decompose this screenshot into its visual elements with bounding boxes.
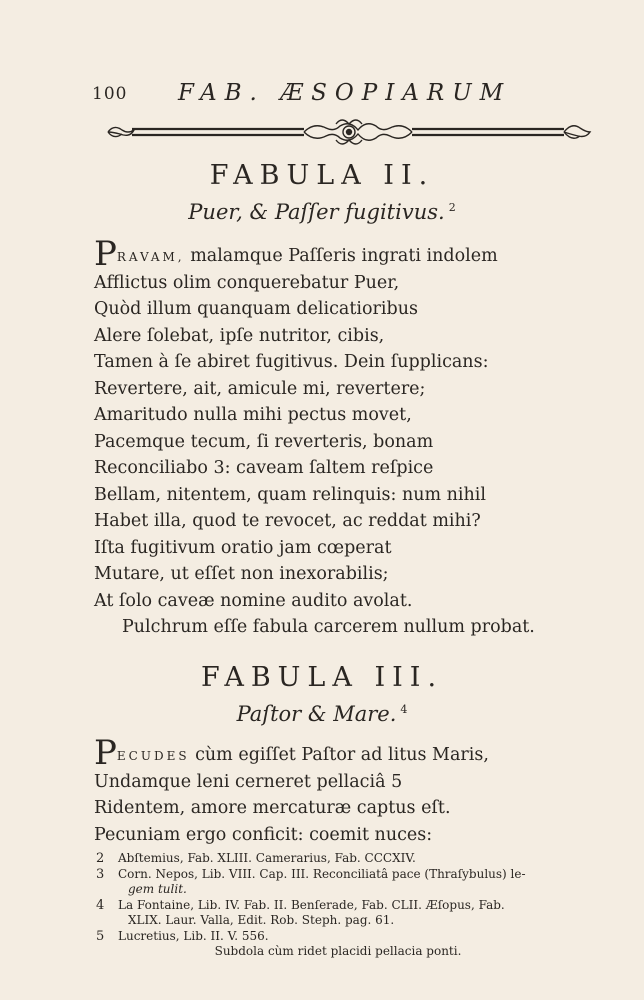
fable-2-title: FABULA II. (209, 160, 435, 191)
footnote (96, 928, 588, 945)
verse-line: Pecuniam ergo conficit: coemit nuces: (94, 824, 433, 845)
footnote-number: 2 (96, 851, 105, 866)
footnote-number: 5 (96, 928, 105, 944)
drop-cap: P (94, 733, 117, 773)
footnote-text: Abſtemius, Fab. XLIII. Camerarius, Fab. CCCXIV. (118, 851, 416, 865)
fable-3-title: FABULA III. (200, 662, 444, 693)
footnote-continuation: XLIX. Laur. Valla, Edit. Rob. Steph. pag. 61. (128, 913, 395, 927)
footnote-continuation: gem tulit. (128, 882, 187, 896)
verse-line: Amaritudo nulla mihi pectus movet, (94, 405, 412, 425)
verse-line: Afflictus olim conquerebatur Puer, (94, 272, 400, 293)
verse-line: Habet illa, quod te revocet, ac reddat mihi? (94, 511, 481, 531)
footnote (96, 897, 588, 914)
fable-2-verse (94, 234, 564, 641)
verse-line-text: malamque Paſſeris ingrati indolem (184, 246, 498, 266)
footnote-text: Lucretius, Lib. II. V. 556. (118, 928, 269, 943)
verse-line: Quòd illum quanquam delicatioribus (94, 299, 418, 319)
drop-cap: P (94, 234, 117, 274)
running-title: FAB. ÆSOPIARUM (178, 80, 512, 106)
verse-line-moral: Pulchrum eſſe fabula carcerem nullum probat. (122, 617, 535, 637)
verse-line (94, 234, 564, 274)
footnote (96, 851, 588, 867)
verse-line: Bellam, nitentem, quam relinquis: num nihil (94, 484, 486, 505)
fable-2-subtitle-text: Puer, & Paſſer fugitivus. (188, 200, 445, 224)
small-caps-word: RAVAM, (116, 250, 185, 264)
verse-line: Revertere, ait, amicule mi, revertere; (94, 378, 426, 399)
footnote-text: Corn. Nepos, Lib. VIII. Cap. III. Reconciliatâ pace (Thraſybulus) le- (118, 866, 526, 881)
footnotes (96, 851, 588, 960)
verse-line: Iſta fugitivum oratio jam cœperat (94, 537, 392, 558)
floral-ornament-icon (104, 114, 594, 150)
verse-line: Undamque leni cerneret pellaciâ 5 (94, 771, 403, 792)
footnote-number: 3 (96, 866, 105, 882)
small-caps-word: ECUDES (116, 749, 190, 763)
page-number: 100 (92, 84, 128, 104)
verse-line: Reconciliabo 3: caveam ſaltem reſpice (94, 458, 434, 478)
fable-2-subtitle (0, 200, 644, 224)
footnote (96, 866, 588, 883)
footnote-number: 4 (96, 897, 105, 913)
verse-line: Tamen à ſe abiret fugitivus. Dein ſupplicans: (94, 352, 489, 372)
verse-line (94, 733, 564, 773)
fable-3-note-ref: 4 (400, 703, 408, 716)
fable-3-subtitle-text: Paſtor & Mare. (236, 702, 397, 726)
verse-line: At ſolo caveæ nomine audito avolat. (94, 590, 413, 611)
verse-line: Mutare, ut eſſet non inexorabilis; (94, 564, 389, 584)
verse-line: Ridentem, amore mercaturæ captus eſt. (94, 798, 451, 818)
verse-line: Alere ſolebat, ipſe nutritor, cibis, (94, 325, 385, 346)
verse-line-text: cùm egiſſet Paſtor ad litus Maris, (189, 745, 489, 765)
footnote-quotation: Subdola cùm ridet placidi pellacia ponti. (214, 944, 462, 958)
running-header (92, 80, 562, 110)
verse-line: Pacemque tecum, ſi reverteris, bonam (94, 431, 434, 452)
fable-3-verse (94, 733, 564, 848)
fable-2-note-ref: 2 (448, 201, 456, 214)
footnote-text: La Fontaine, Lib. IV. Fab. II. Benſerade, Fab. CLII. Æſopus, Fab. (118, 897, 505, 912)
fable-3-subtitle (0, 702, 644, 726)
